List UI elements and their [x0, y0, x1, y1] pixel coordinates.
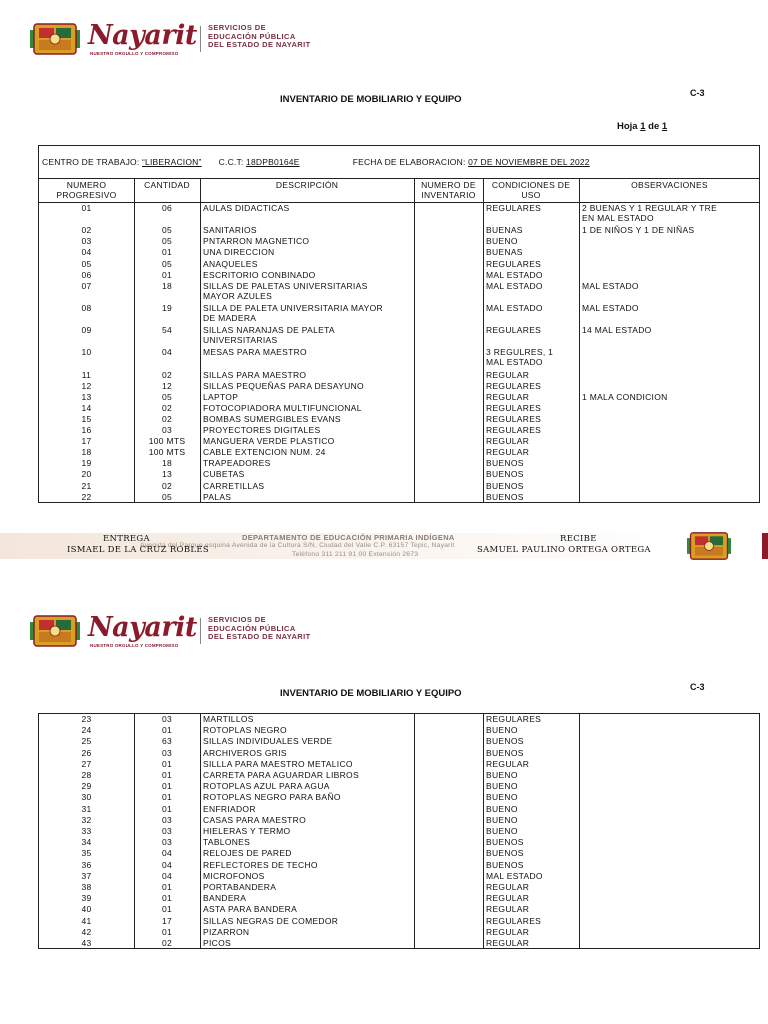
table-row — [39, 392, 759, 403]
table-row — [39, 236, 759, 247]
row-condition: BUENO — [486, 781, 518, 792]
row-number: 10 — [81, 347, 92, 358]
table-row — [39, 458, 759, 469]
table-row — [39, 203, 759, 223]
table-row — [39, 938, 759, 949]
row-condition: REGULARES — [486, 380, 542, 391]
row-number: 08 — [81, 302, 92, 313]
row-quantity: 18 — [161, 458, 173, 469]
row-description: MESAS PARA MAESTRO — [203, 347, 307, 358]
sheet-number: Hoja 1 de 1 — [617, 121, 668, 132]
row-quantity: 02 — [161, 938, 173, 948]
table-row — [39, 270, 759, 281]
table-row — [39, 882, 759, 893]
row-condition: BUENO — [486, 236, 518, 247]
row-description: CARRETA PARA AGUARDAR LIBROS — [203, 770, 359, 780]
table-row — [39, 871, 759, 882]
row-condition: REGULAR — [486, 758, 530, 769]
row-description: PNTARRON MAGNETICO — [203, 236, 310, 247]
row-number: 31 — [81, 803, 92, 814]
row-condition: REGULARES — [486, 425, 542, 435]
row-description: MICROFONOS — [203, 870, 265, 881]
row-quantity: 05 — [161, 391, 173, 402]
row-condition: BUENO — [486, 792, 518, 803]
row-number: 02 — [81, 225, 92, 236]
row-condition: BUENOS — [486, 491, 524, 502]
table-row — [39, 893, 759, 904]
row-observations: 1 MALA CONDICION — [582, 391, 668, 402]
row-quantity: 02 — [161, 480, 173, 491]
table-row — [39, 770, 759, 781]
row-quantity: 02 — [161, 402, 173, 413]
row-quantity: 03 — [161, 826, 173, 836]
table-row — [39, 492, 759, 503]
table-row — [39, 259, 759, 270]
row-description: LAPTOP — [203, 391, 239, 402]
row-quantity: 100 MTS — [148, 447, 186, 458]
table-row — [39, 804, 759, 815]
row-condition: BUENOS — [486, 747, 524, 758]
row-number: 19 — [81, 458, 92, 469]
table-row — [39, 247, 759, 258]
row-condition: BUENOS — [486, 859, 524, 870]
row-description: BANDERA — [203, 893, 247, 904]
row-number: 17 — [81, 436, 92, 447]
header-divider — [200, 26, 201, 52]
row-number: 24 — [81, 725, 92, 736]
row-number: 06 — [81, 269, 92, 280]
page-title-2: INVENTARIO DE MOBILIARIO Y EQUIPO — [280, 688, 462, 699]
row-number: 05 — [81, 258, 92, 269]
table-row — [39, 848, 759, 859]
row-quantity: 03 — [161, 814, 173, 825]
row-number: 36 — [81, 859, 92, 870]
row-number: 11 — [81, 369, 92, 380]
row-condition: REGULARES — [486, 413, 542, 424]
row-condition: BUENAS — [486, 247, 523, 258]
row-description: ESCRITORIO CONBINADO — [203, 269, 316, 280]
row-condition: REGULARES — [486, 402, 542, 413]
row-quantity: 04 — [161, 859, 173, 870]
row-description: MANGUERA VERDE PLASTICO — [203, 436, 335, 447]
row-number: 15 — [81, 413, 92, 424]
row-number: 25 — [81, 736, 92, 747]
header-rule — [39, 178, 759, 179]
row-description: ARCHIVEROS GRIS — [203, 747, 287, 758]
col-header-inv: NUMERO DE INVENTARIO — [421, 180, 476, 200]
row-condition: REGULAR — [486, 904, 530, 915]
row-condition: BUENOS — [486, 848, 524, 859]
row-quantity: 02 — [161, 413, 173, 424]
row-condition: REGULAR — [486, 926, 530, 937]
row-number: 23 — [81, 714, 92, 724]
row-number: 34 — [81, 837, 92, 848]
table-row — [39, 837, 759, 848]
table-row — [39, 403, 759, 414]
row-condition: REGULAR — [486, 436, 530, 447]
col-header-num: NUMERO PROGRESIVO — [56, 180, 117, 200]
table-row — [39, 414, 759, 425]
row-condition: REGULAR — [486, 391, 530, 402]
table-row — [39, 280, 759, 301]
row-description: PROYECTORES DIGITALES — [203, 425, 321, 435]
table-row — [39, 826, 759, 837]
row-condition: BUENO — [486, 725, 518, 736]
entrega-name: ISMAEL DE LA CRUZ ROBLES — [67, 545, 209, 555]
table-row — [39, 481, 759, 492]
row-condition: MAL ESTADO — [486, 302, 543, 313]
inventory-table-1 — [38, 145, 760, 503]
row-description: SILLAS PARA MAESTRO — [203, 369, 307, 380]
form-code-2: C-3 — [690, 682, 705, 692]
row-condition: BUENOS — [486, 469, 524, 480]
row-number: 20 — [81, 469, 92, 480]
row-description: CABLE EXTENCION NUM. 24 — [203, 447, 326, 458]
row-number: 33 — [81, 826, 92, 836]
page-title: INVENTARIO DE MOBILIARIO Y EQUIPO — [280, 94, 462, 105]
recibe-name: SAMUEL PAULINO ORTEGA ORTEGA — [477, 545, 651, 555]
row-quantity: 04 — [161, 347, 173, 358]
row-number: 43 — [81, 938, 92, 948]
table-row — [39, 792, 759, 803]
row-description: PIZARRON — [203, 926, 250, 937]
state-shield-icon — [30, 22, 80, 56]
row-condition: BUENOS — [486, 458, 524, 469]
row-observations: MAL ESTADO — [582, 302, 639, 313]
col-header-obs: OBSERVACIONES — [631, 180, 708, 190]
row-quantity: 19 — [161, 302, 173, 313]
table-row — [39, 436, 759, 447]
col-header-desc: DESCRIPCIÓN — [275, 180, 339, 190]
row-description: ENFRIADOR — [203, 803, 256, 814]
row-number: 04 — [81, 247, 92, 258]
row-description: UNA DIRECCION — [203, 247, 275, 258]
row-condition: MAL ESTADO — [486, 870, 543, 881]
footer-accent — [762, 533, 768, 559]
footer-shield-icon — [687, 531, 731, 561]
row-quantity: 12 — [161, 380, 173, 391]
brand-motto: NUESTRO ORGULLO Y COMPROMISO — [90, 643, 179, 648]
table-row — [39, 904, 759, 915]
table-row — [39, 748, 759, 759]
table-row — [39, 325, 759, 346]
row-condition: REGULARES — [486, 325, 542, 336]
row-description: REFLECTORES DE TECHO — [203, 859, 318, 870]
row-number: 35 — [81, 848, 92, 859]
row-condition: REGULAR — [486, 882, 530, 892]
row-condition: REGULARES — [486, 258, 542, 269]
brand-wordmark: Nayarit — [88, 612, 197, 643]
state-shield-icon — [30, 614, 80, 648]
row-condition: 3 REGULRES, 1 MAL ESTADO — [486, 347, 554, 368]
agency-name: SERVICIOS DE EDUCACIÓN PÚBLICA DEL ESTADO DE NAYARIT — [208, 23, 311, 49]
row-description: CASAS PARA MAESTRO — [203, 814, 307, 825]
table-row — [39, 370, 759, 381]
row-quantity: 03 — [161, 714, 173, 724]
brand-wordmark: Nayarit — [88, 20, 197, 51]
row-condition: REGULARES — [486, 203, 542, 213]
row-number: 37 — [81, 870, 92, 881]
entrega-label: ENTREGA — [103, 534, 150, 544]
row-number: 12 — [81, 380, 92, 391]
inventory-table-2 — [38, 713, 760, 949]
row-quantity: 06 — [161, 203, 173, 213]
brand-motto: NUESTRO ORGULLO Y COMPROMISO — [90, 51, 179, 56]
row-number: 03 — [81, 236, 92, 247]
row-description: CUBETAS — [203, 469, 245, 480]
row-quantity: 17 — [161, 915, 173, 926]
row-condition: BUENO — [486, 814, 518, 825]
table-row — [39, 815, 759, 826]
row-description: SILLAS NARANJAS DE PALETA UNIVERSITARIAS — [203, 325, 335, 346]
row-quantity: 01 — [161, 926, 173, 937]
table-row — [39, 302, 759, 323]
row-number: 27 — [81, 758, 92, 769]
row-description: SANITARIOS — [203, 225, 257, 236]
header-divider — [200, 618, 201, 644]
work-center-line: CENTRO DE TRABAJO: “LIBERACION” C.C.T: 18DPB0164E FECHA DE ELABORACION: 07 DE NOVIEMBRE DEL 2022 — [42, 157, 590, 167]
row-number: 18 — [81, 447, 92, 458]
row-quantity: 04 — [161, 870, 173, 881]
row-number: 40 — [81, 904, 92, 915]
table-row — [39, 447, 759, 458]
row-description: SILLAS DE PALETAS UNIVERSITARIAS MAYOR AZULES — [203, 280, 368, 301]
row-description: TRAPEADORES — [203, 458, 271, 469]
row-number: 39 — [81, 893, 92, 904]
row-number: 09 — [81, 325, 92, 336]
row-condition: REGULARES — [486, 915, 542, 926]
row-quantity: 13 — [161, 469, 173, 480]
row-description: ROTOPLAS AZUL PARA AGUA — [203, 781, 330, 792]
row-number: 21 — [81, 480, 92, 491]
row-condition: BUENO — [486, 803, 518, 814]
row-quantity: 01 — [161, 781, 173, 792]
row-quantity: 01 — [161, 247, 173, 258]
row-description: ROTOPLAS NEGRO PARA BAÑO — [203, 792, 341, 803]
row-description: ANAQUELES — [203, 258, 258, 269]
col-header-cond: CONDICIONES DE USO — [491, 180, 571, 200]
row-quantity: 05 — [161, 236, 173, 247]
table-row — [39, 714, 759, 725]
table-row — [39, 860, 759, 871]
row-description: PALAS — [203, 491, 232, 502]
row-quantity: 01 — [161, 904, 173, 915]
table-row — [39, 469, 759, 480]
row-quantity: 03 — [161, 425, 173, 435]
col-header-cant: CANTIDAD — [144, 180, 190, 190]
row-description: SILLAS NEGRAS DE COMEDOR — [203, 915, 339, 926]
row-condition: BUENOS — [486, 837, 524, 848]
row-condition: REGULAR — [486, 369, 530, 380]
row-quantity: 03 — [161, 747, 173, 758]
row-number: 22 — [81, 491, 92, 502]
row-quantity: 04 — [161, 848, 173, 859]
row-quantity: 01 — [161, 758, 173, 769]
row-quantity: 54 — [161, 325, 173, 336]
recibe-label: RECIBE — [560, 534, 597, 544]
row-quantity: 01 — [161, 770, 173, 780]
table-row — [39, 781, 759, 792]
header-logo-2 — [30, 612, 350, 650]
row-condition: REGULAR — [486, 893, 530, 904]
row-number: 42 — [81, 926, 92, 937]
row-condition: REGULAR — [486, 447, 530, 458]
row-observations: 1 DE NIÑOS Y 1 DE NIÑAS — [582, 225, 695, 236]
row-description: FOTOCOPIADORA MULTIFUNCIONAL — [203, 402, 362, 413]
row-quantity: 03 — [161, 837, 173, 848]
row-description: MARTILLOS — [203, 714, 254, 724]
row-quantity: 05 — [161, 225, 173, 236]
row-quantity: 02 — [161, 369, 173, 380]
row-description: CARRETILLAS — [203, 480, 265, 491]
row-description: TABLONES — [203, 837, 251, 848]
row-description: BOMBAS SUMERGIBLES EVANS — [203, 413, 341, 424]
department-phone: Teléfono 311 211 91 00 Extensión 2673 — [292, 551, 419, 558]
row-description: AULAS DIDACTICAS — [203, 203, 290, 213]
row-quantity: 05 — [161, 491, 173, 502]
row-condition: MAL ESTADO — [486, 280, 543, 291]
table-row — [39, 927, 759, 938]
row-number: 01 — [81, 203, 92, 213]
row-quantity: 100 MTS — [148, 436, 186, 447]
row-quantity: 05 — [161, 258, 173, 269]
row-description: SILLAS INDIVIDUALES VERDE — [203, 736, 333, 747]
row-number: 29 — [81, 781, 92, 792]
row-quantity: 01 — [161, 893, 173, 904]
row-description: HIELERAS Y TERMO — [203, 826, 291, 836]
row-description: PICOS — [203, 938, 231, 948]
row-observations: 14 MAL ESTADO — [582, 325, 652, 336]
row-number: 26 — [81, 747, 92, 758]
row-quantity: 01 — [161, 792, 173, 803]
form-code: C-3 — [690, 88, 705, 98]
department-name: DEPARTAMENTO DE EDUCACIÓN PRIMARIA INDÍGENA — [242, 533, 455, 542]
row-description: ROTOPLAS NEGRO — [203, 725, 287, 736]
row-condition: BUENO — [486, 770, 518, 780]
row-description: SILLLA PARA MAESTRO METALICO — [203, 758, 353, 769]
table-row — [39, 725, 759, 736]
row-condition: BUENO — [486, 826, 518, 836]
row-quantity: 01 — [161, 725, 173, 736]
table-row — [39, 425, 759, 436]
row-number: 13 — [81, 391, 92, 402]
row-number: 30 — [81, 792, 92, 803]
agency-name: SERVICIOS DE EDUCACIÓN PÚBLICA DEL ESTADO DE NAYARIT — [208, 615, 311, 641]
row-condition: REGULARES — [486, 714, 542, 724]
row-number: 14 — [81, 402, 92, 413]
table-row — [39, 347, 759, 368]
row-number: 32 — [81, 814, 92, 825]
row-description: RELOJES DE PARED — [203, 848, 292, 859]
table-row — [39, 759, 759, 770]
row-number: 07 — [81, 280, 92, 291]
row-quantity: 01 — [161, 882, 173, 892]
row-number: 41 — [81, 915, 92, 926]
department-address: Avenida del Parque esquina Avenida de la Cultura S/N, Ciudad del Valle C.P. 63157 Tepic, Nayarit — [140, 542, 455, 549]
row-number: 16 — [81, 425, 92, 435]
table-row — [39, 916, 759, 927]
row-quantity: 63 — [161, 736, 173, 747]
row-condition: REGULAR — [486, 938, 530, 948]
row-quantity: 01 — [161, 803, 173, 814]
row-quantity: 18 — [161, 280, 173, 291]
header-logo — [30, 20, 350, 58]
row-description: ASTA PARA BANDERA — [203, 904, 298, 915]
row-observations: 2 BUENAS Y 1 REGULAR Y TRE EN MAL ESTADO — [582, 203, 718, 223]
row-condition: MAL ESTADO — [486, 269, 543, 280]
row-number: 38 — [81, 882, 92, 892]
row-condition: BUENAS — [486, 225, 523, 236]
row-description: SILLAS PEQUEÑAS PARA DESAYUNO — [203, 380, 364, 391]
table-row — [39, 381, 759, 392]
table-row — [39, 736, 759, 747]
row-condition: BUENOS — [486, 736, 524, 747]
row-observations: MAL ESTADO — [582, 280, 639, 291]
row-quantity: 01 — [161, 269, 173, 280]
table-row — [39, 225, 759, 236]
row-description: PORTABANDERA — [203, 882, 277, 892]
row-condition: BUENOS — [486, 480, 524, 491]
row-number: 28 — [81, 770, 92, 780]
row-description: SILLA DE PALETA UNIVERSITARIA MAYOR DE MADERA — [203, 302, 383, 323]
